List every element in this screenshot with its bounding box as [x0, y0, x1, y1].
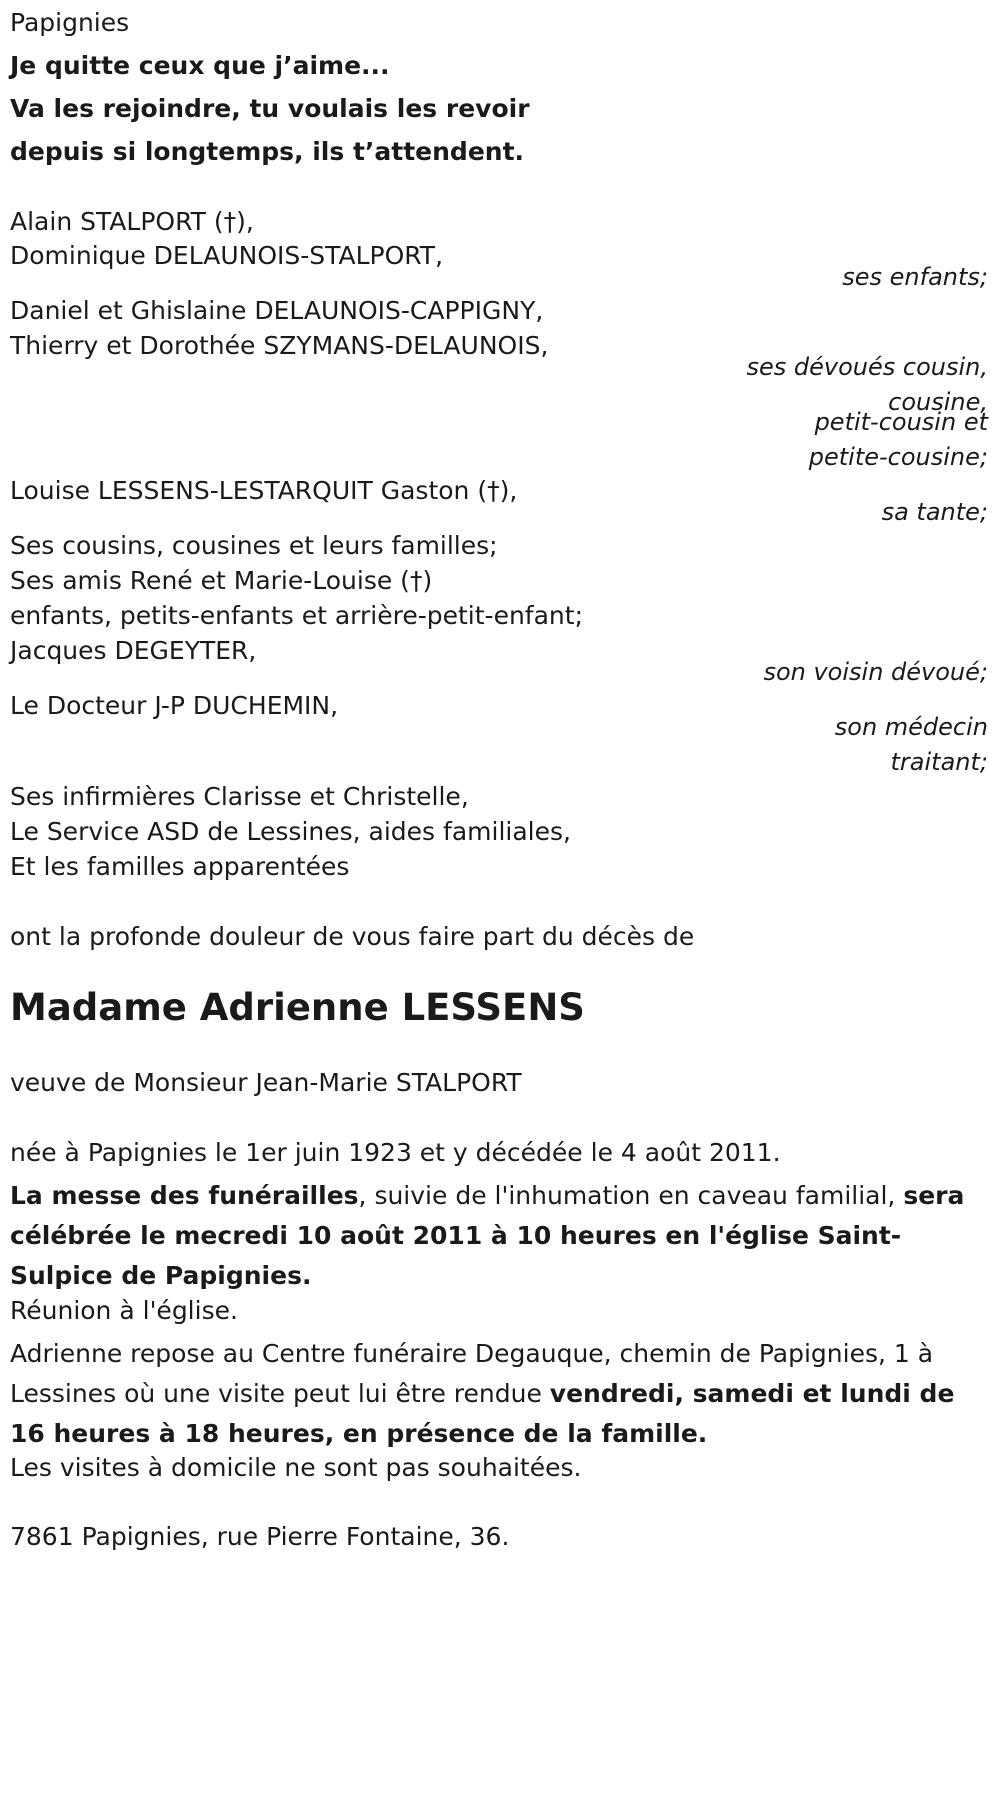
no-visits-text: Les visites à domicile ne sont pas souhaitées. — [10, 1453, 582, 1482]
relation-label: son médecin — [834, 713, 988, 741]
relation-label: petit-cousin et — [814, 408, 988, 436]
family-member: Jacques DEGEYTER, — [10, 636, 257, 665]
family-member: Ses cousins, cousines et leurs familles; — [10, 531, 498, 560]
relation-label: ses enfants; — [842, 263, 988, 291]
family-member: Thierry et Dorothée SZYMANS-DELAUNOIS, — [10, 331, 549, 360]
address: 7861 Papignies, rue Pierre Fontaine, 36. — [10, 1522, 510, 1551]
relation-label: son voisin dévoué; — [763, 658, 988, 686]
funeral-mass-details: sera célébrée le mecredi 10 août 2011 à 10 heures en l'église Saint-Sulpice de Papignies. — [10, 1181, 965, 1290]
funeral-mass-title: La messe des funérailles — [10, 1181, 359, 1210]
family-member: Ses amis René et Marie-Louise (†) — [10, 566, 433, 595]
deceased-name: Madame Adrienne LESSENS — [10, 986, 585, 1029]
announcement-text: ont la profonde douleur de vous faire part du décès de — [10, 922, 695, 951]
place-heading: Papignies — [10, 8, 130, 37]
relation-label: cousine, — [888, 388, 988, 416]
rest-text: Adrienne repose au Centre funéraire Degauque, chemin de Papignies, 1 à Lessines où une visite peut lui être rendue — [10, 1339, 934, 1408]
family-member: Ses infirmières Clarisse et Christelle, — [10, 782, 469, 811]
family-member: Alain STALPORT (†), — [10, 207, 254, 236]
poem-line: depuis si longtemps, ils t’attendent. — [10, 137, 525, 166]
relation-label: traitant; — [890, 748, 988, 776]
birth-death-text: née à Papignies le 1er juin 1923 et y décédée le 4 août 2011. — [10, 1138, 781, 1167]
family-member: Le Service ASD de Lessines, aides familiales, — [10, 817, 571, 846]
relation-label: sa tante; — [881, 498, 988, 526]
family-member: Louise LESSENS-LESTARQUIT Gaston (†), — [10, 476, 518, 505]
funeral-mass-text: , suivie de l'inhumation en caveau familial, — [358, 1181, 904, 1210]
rest-paragraph — [10, 1334, 985, 1454]
poem-line: Je quitte ceux que j’aime... — [10, 51, 390, 80]
family-member: Dominique DELAUNOIS-STALPORT, — [10, 241, 444, 270]
relation-label: petite-cousine; — [808, 443, 988, 471]
visit-hours: vendredi, samedi et lundi de 16 heures à 18 heures, en présence de la famille. — [10, 1379, 955, 1448]
family-member: enfants, petits-enfants et arrière-petit-enfant; — [10, 601, 583, 630]
funeral-mass-paragraph — [10, 1176, 985, 1296]
relation-label: ses dévoués cousin, — [746, 353, 988, 381]
widow-of-text: veuve de Monsieur Jean-Marie STALPORT — [10, 1068, 522, 1097]
meeting-text: Réunion à l'église. — [10, 1296, 238, 1325]
poem-line: Va les rejoindre, tu voulais les revoir — [10, 94, 530, 123]
family-member: Daniel et Ghislaine DELAUNOIS-CAPPIGNY, — [10, 296, 544, 325]
family-member: Le Docteur J-P DUCHEMIN, — [10, 691, 339, 720]
family-member: Et les familles apparentées — [10, 852, 350, 881]
